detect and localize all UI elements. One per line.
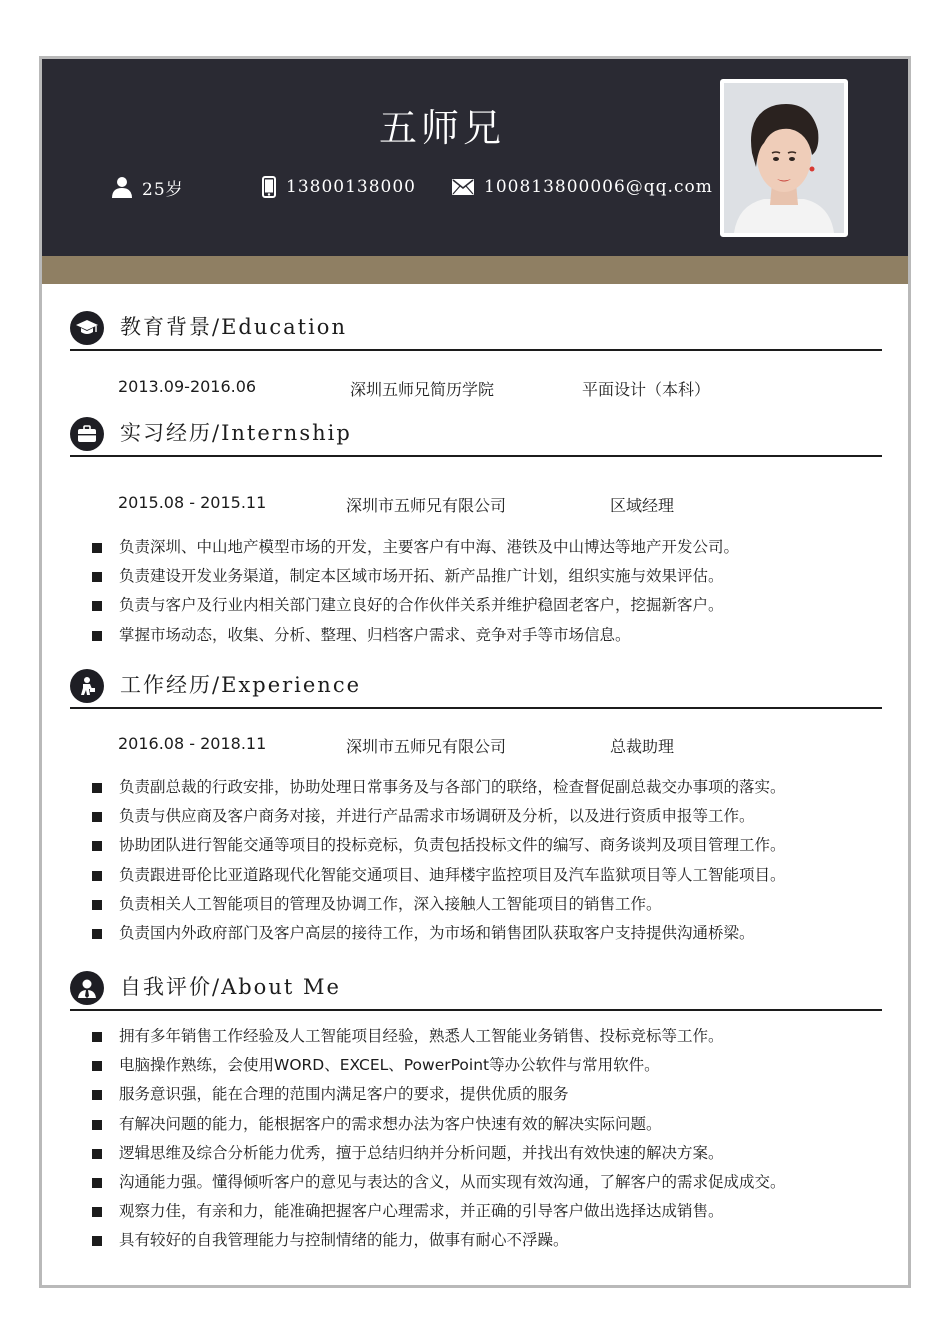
experience-duties (92, 773, 786, 948)
resume-header (42, 59, 908, 256)
section-title: 实习经历/Internship (120, 421, 352, 445)
briefcase-icon (70, 417, 104, 451)
internship-period: 2015.08 - 2015.11 (118, 493, 267, 512)
list-item: 负责国内外政府部门及客户高层的接待工作，为市场和销售团队获取客户支持提供沟通桥梁。 (92, 919, 786, 948)
list-item: 负责与供应商及客户商务对接，并进行产品需求市场调研及分析，以及进行资质申报等工作。 (92, 802, 786, 831)
age-text: 25岁 (142, 179, 184, 200)
internship-role: 区域经理 (610, 496, 675, 515)
contact-email (452, 175, 713, 199)
education-period: 2013.09-2016.06 (118, 377, 257, 396)
education-major: 平面设计（本科） (582, 380, 711, 399)
worker-icon (70, 669, 104, 703)
list-item: 协助团队进行智能交通等项目的投标竞标，负责包括投标文件的编写、商务谈判及项目管理工作。 (92, 831, 786, 860)
list-item: 负责相关人工智能项目的管理及协调工作，深入接触人工智能项目的销售工作。 (92, 890, 786, 919)
section-about-header (70, 965, 882, 1011)
list-item: 有解决问题的能力，能根据客户的需求想办法为客户快速有效的解决实际问题。 (92, 1110, 786, 1139)
candidate-name: 五师兄 (378, 106, 505, 150)
list-item: 具有较好的自我管理能力与控制情绪的能力，做事有耐心不浮躁。 (92, 1226, 786, 1255)
section-education-header (70, 305, 882, 351)
list-item: 掌握市场动态，收集、分析、整理、归档客户需求、竞争对手等市场信息。 (92, 621, 739, 650)
section-title: 工作经历/Experience (120, 673, 362, 697)
experience-role: 总裁助理 (610, 737, 675, 756)
list-item: 观察力佳，有亲和力，能准确把握客户心理需求，并正确的引导客户做出选择达成销售。 (92, 1197, 786, 1226)
internship-entry (118, 493, 818, 517)
resume-sheet (39, 56, 911, 1288)
list-item: 服务意识强，能在合理的范围内满足客户的要求，提供优质的服务 (92, 1080, 786, 1109)
experience-company: 深圳市五师兄有限公司 (346, 737, 507, 756)
list-item: 沟通能力强。懂得倾听客户的意见与表达的含义，从而实现有效沟通，了解客户的需求促成成交。 (92, 1168, 786, 1197)
mail-icon (452, 179, 474, 195)
phone-icon (262, 176, 276, 198)
education-school: 深圳五师兄简历学院 (350, 380, 495, 399)
internship-company: 深圳市五师兄有限公司 (346, 496, 507, 515)
education-entry (118, 377, 818, 401)
email-text: 100813800006@qq.com (484, 177, 713, 197)
contact-phone (262, 175, 416, 199)
experience-period: 2016.08 - 2018.11 (118, 734, 267, 753)
list-item: 负责与客户及行业内相关部门建立良好的合作伙伴关系并维护稳固老客户，挖掘新客户。 (92, 591, 739, 620)
internship-duties (92, 533, 739, 650)
accent-band (42, 256, 908, 284)
graduation-cap-icon (70, 311, 104, 345)
list-item: 负责深圳、中山地产模型市场的开发，主要客户有中海、港铁及中山博达等地产开发公司。 (92, 533, 739, 562)
list-item: 负责跟进哥伦比亚道路现代化智能交通项目、迪拜楼宇监控项目及汽车监狱项目等人工智能项目。 (92, 861, 786, 890)
phone-text: 13800138000 (286, 177, 416, 197)
about-points (92, 1022, 786, 1256)
person-tie-icon (70, 971, 104, 1005)
section-experience-header (70, 663, 882, 709)
list-item: 负责建设开发业务渠道，制定本区域市场开拓、新产品推广计划，组织实施与效果评估。 (92, 562, 739, 591)
section-internship-header (70, 411, 882, 457)
list-item: 负责副总裁的行政安排，协助处理日常事务及与各部门的联络，检查督促副总裁交办事项的落实。 (92, 773, 786, 802)
list-item: 逻辑思维及综合分析能力优秀，擅于总结归纳并分析问题，并找出有效快速的解决方案。 (92, 1139, 786, 1168)
experience-entry (118, 734, 818, 758)
profile-photo (720, 79, 848, 237)
section-title: 自我评价/About Me (120, 975, 341, 999)
user-icon (112, 176, 132, 198)
contact-age (112, 175, 184, 199)
list-item: 拥有多年销售工作经验及人工智能项目经验，熟悉人工智能业务销售、投标竞标等工作。 (92, 1022, 786, 1051)
section-title: 教育背景/Education (120, 315, 347, 339)
list-item: 电脑操作熟练，会使用WORD、EXCEL、PowerPoint等办公软件与常用软件。 (92, 1051, 786, 1080)
